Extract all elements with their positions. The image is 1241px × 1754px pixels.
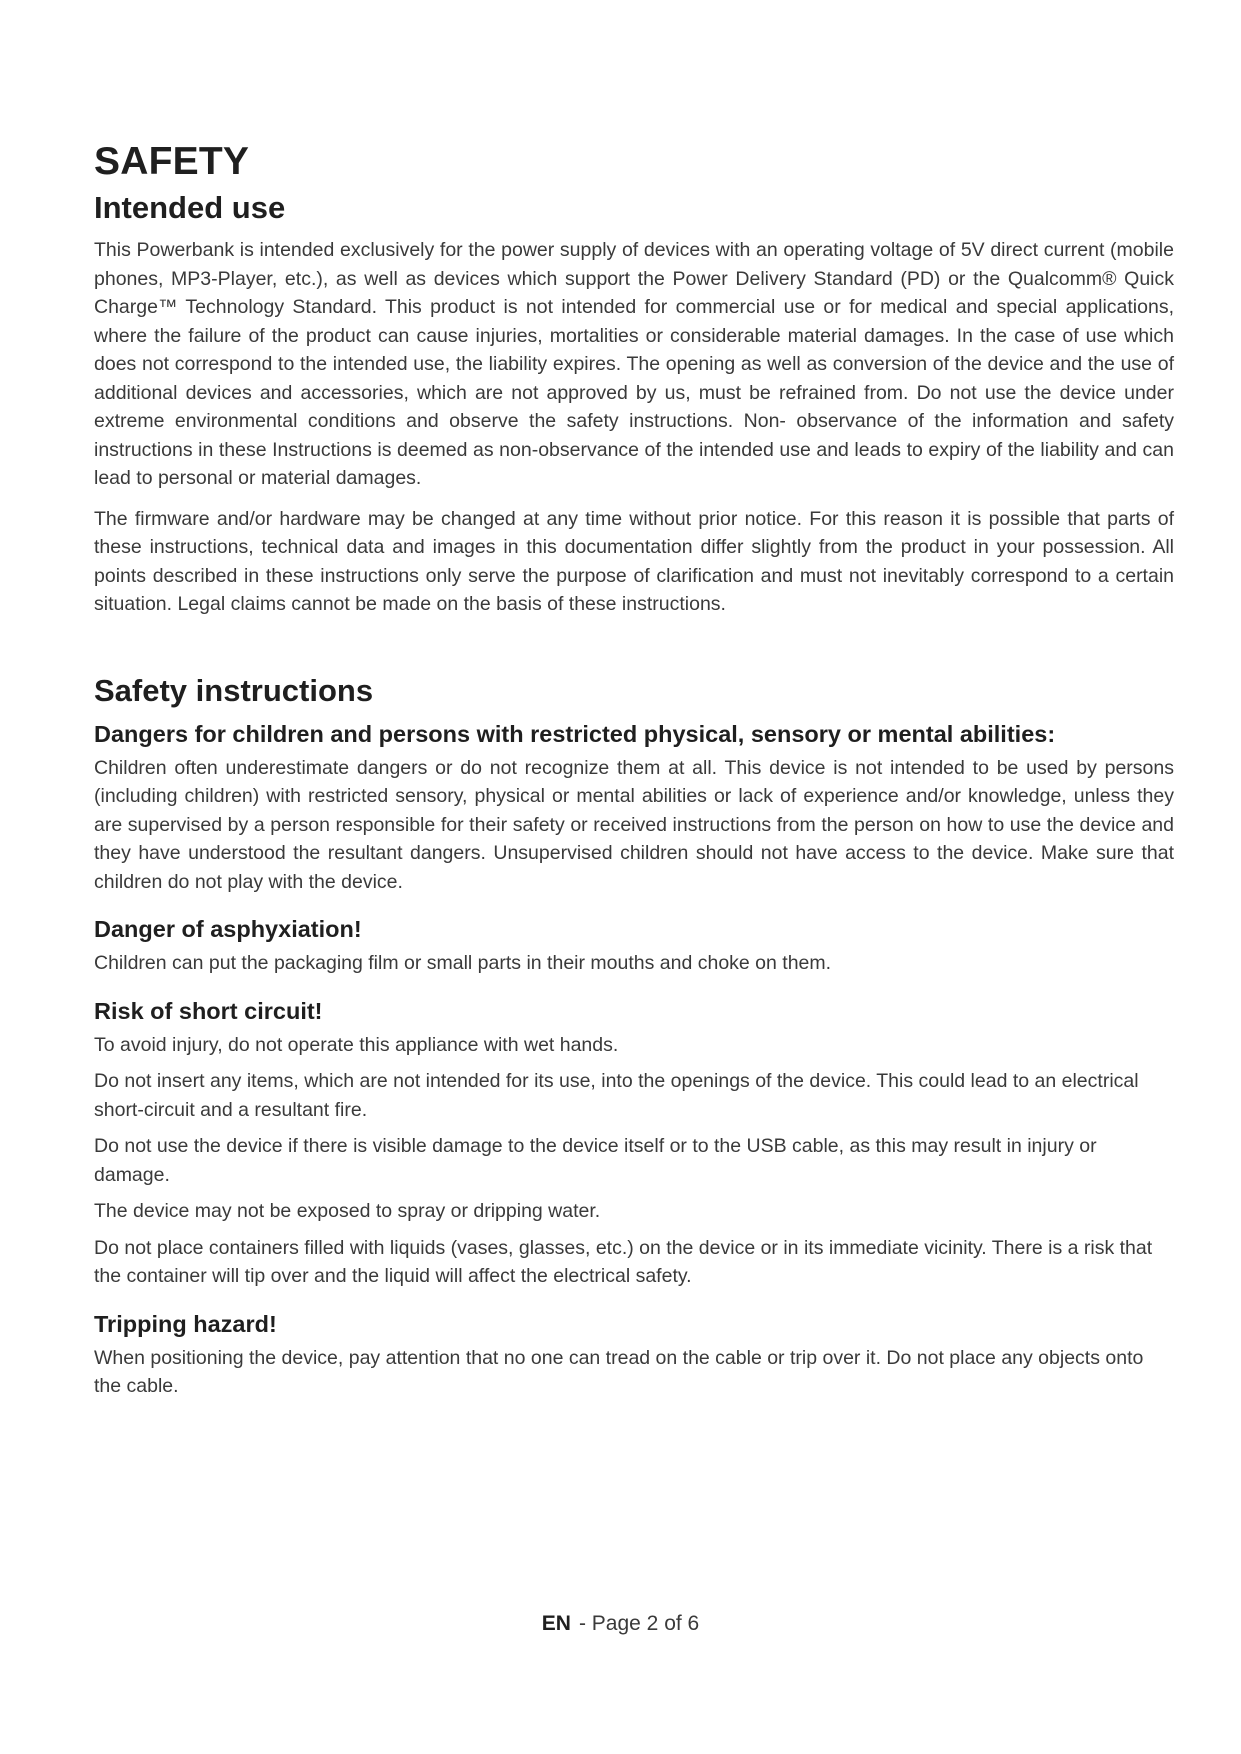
tripping-hazard-text: When positioning the device, pay attention that no one can tread on the cable or trip over it. Do not place any objects onto the cable. xyxy=(94,1346,1144,1397)
page-title: SAFETY xyxy=(94,140,250,183)
intended-use-paragraph: This Powerbank is intended exclusively for the power supply of devices with an operating voltage of 5V direct current (mobile phones, MP3-Player, etc.), as well as devices which support the Power Delivery Standard (PD) or the Qualcomm® Quick Charge™ Technology Standard. This product is not intended for commercial use or for medical and special applications, where the failure of the product can cause injuries, mortalities or considerable material damages. In the case of use which does not correspond to the intended use, the liability expires. The opening as well as conversion of the device and the use of additional devices and accessories, which are not approved by us, must be refrained from. Do not use the device under extreme environmental conditions and observe the safety instructions. Non- observance of the information and safety instructions in these Instructions is deemed as non-observance of the intended use and leads to expiry of the liability and can lead to personal or material damages. xyxy=(94,239,1174,489)
short-circuit-text-3: Do not use the device if there is visible damage to the device itself or to the USB cable, as this may result in injury or damage. xyxy=(94,1135,1097,1186)
safety-instructions-heading: Safety instructions xyxy=(94,672,374,708)
short-circuit-text-1: To avoid injury, do not operate this appliance with wet hands. xyxy=(94,1033,619,1056)
page-footer xyxy=(0,1612,1241,1636)
intended-use-heading: Intended use xyxy=(94,190,286,225)
short-circuit-text-4: The device may not be exposed to spray or dripping water. xyxy=(94,1200,601,1222)
short-circuit-heading: Risk of short circuit! xyxy=(94,997,323,1024)
safety-instructions-section xyxy=(94,673,1174,1401)
intended-use-section xyxy=(94,190,1174,619)
footer-page-number: - Page 2 of 6 xyxy=(578,1612,700,1635)
asphyxiation-heading: Danger of asphyxiation! xyxy=(94,916,362,942)
footer-language: EN xyxy=(541,1612,571,1635)
firmware-paragraph: The firmware and/or hardware may be changed at any time without prior notice. For this reason it is possible that parts of these instructions, technical data and images in this documentation differ slightly from the product in your possession. All points described in these instructions only serve the purpose of clarification and must not inevitably correspond to a certain situation. Legal claims cannot be made on the basis of these instructions. xyxy=(94,507,1174,615)
tripping-hazard-heading: Tripping hazard! xyxy=(94,1310,277,1337)
short-circuit-text-5: Do not place containers filled with liquids (vases, glasses, etc.) on the device or in its immediate vicinity. There is a risk that the container will tip over and the liquid will affect the electrical safety. xyxy=(94,1236,1153,1287)
children-danger-heading: Dangers for children and persons with restricted physical, sensory or mental abilities: xyxy=(94,720,1056,747)
document-page xyxy=(94,140,1174,1413)
asphyxiation-text: Children can put the packaging film or small parts in their mouths and choke on them. xyxy=(94,952,832,974)
children-danger-text: Children often underestimate dangers or do not recognize them at all. This device is not intended to be used by persons (including children) with restricted sensory, physical or mental abilities or lack of experience and/or knowledge, unless they are supervised by a person responsible for their safety or received instructions from the person on how to use the device and they have understood the resultant dangers. Unsupervised children should not have access to the device. Make sure that children do not play with the device. xyxy=(94,756,1174,893)
short-circuit-text-2: Do not insert any items, which are not intended for its use, into the openings of the device. This could lead to an electrical short-circuit and a resultant fire. xyxy=(94,1070,1139,1121)
